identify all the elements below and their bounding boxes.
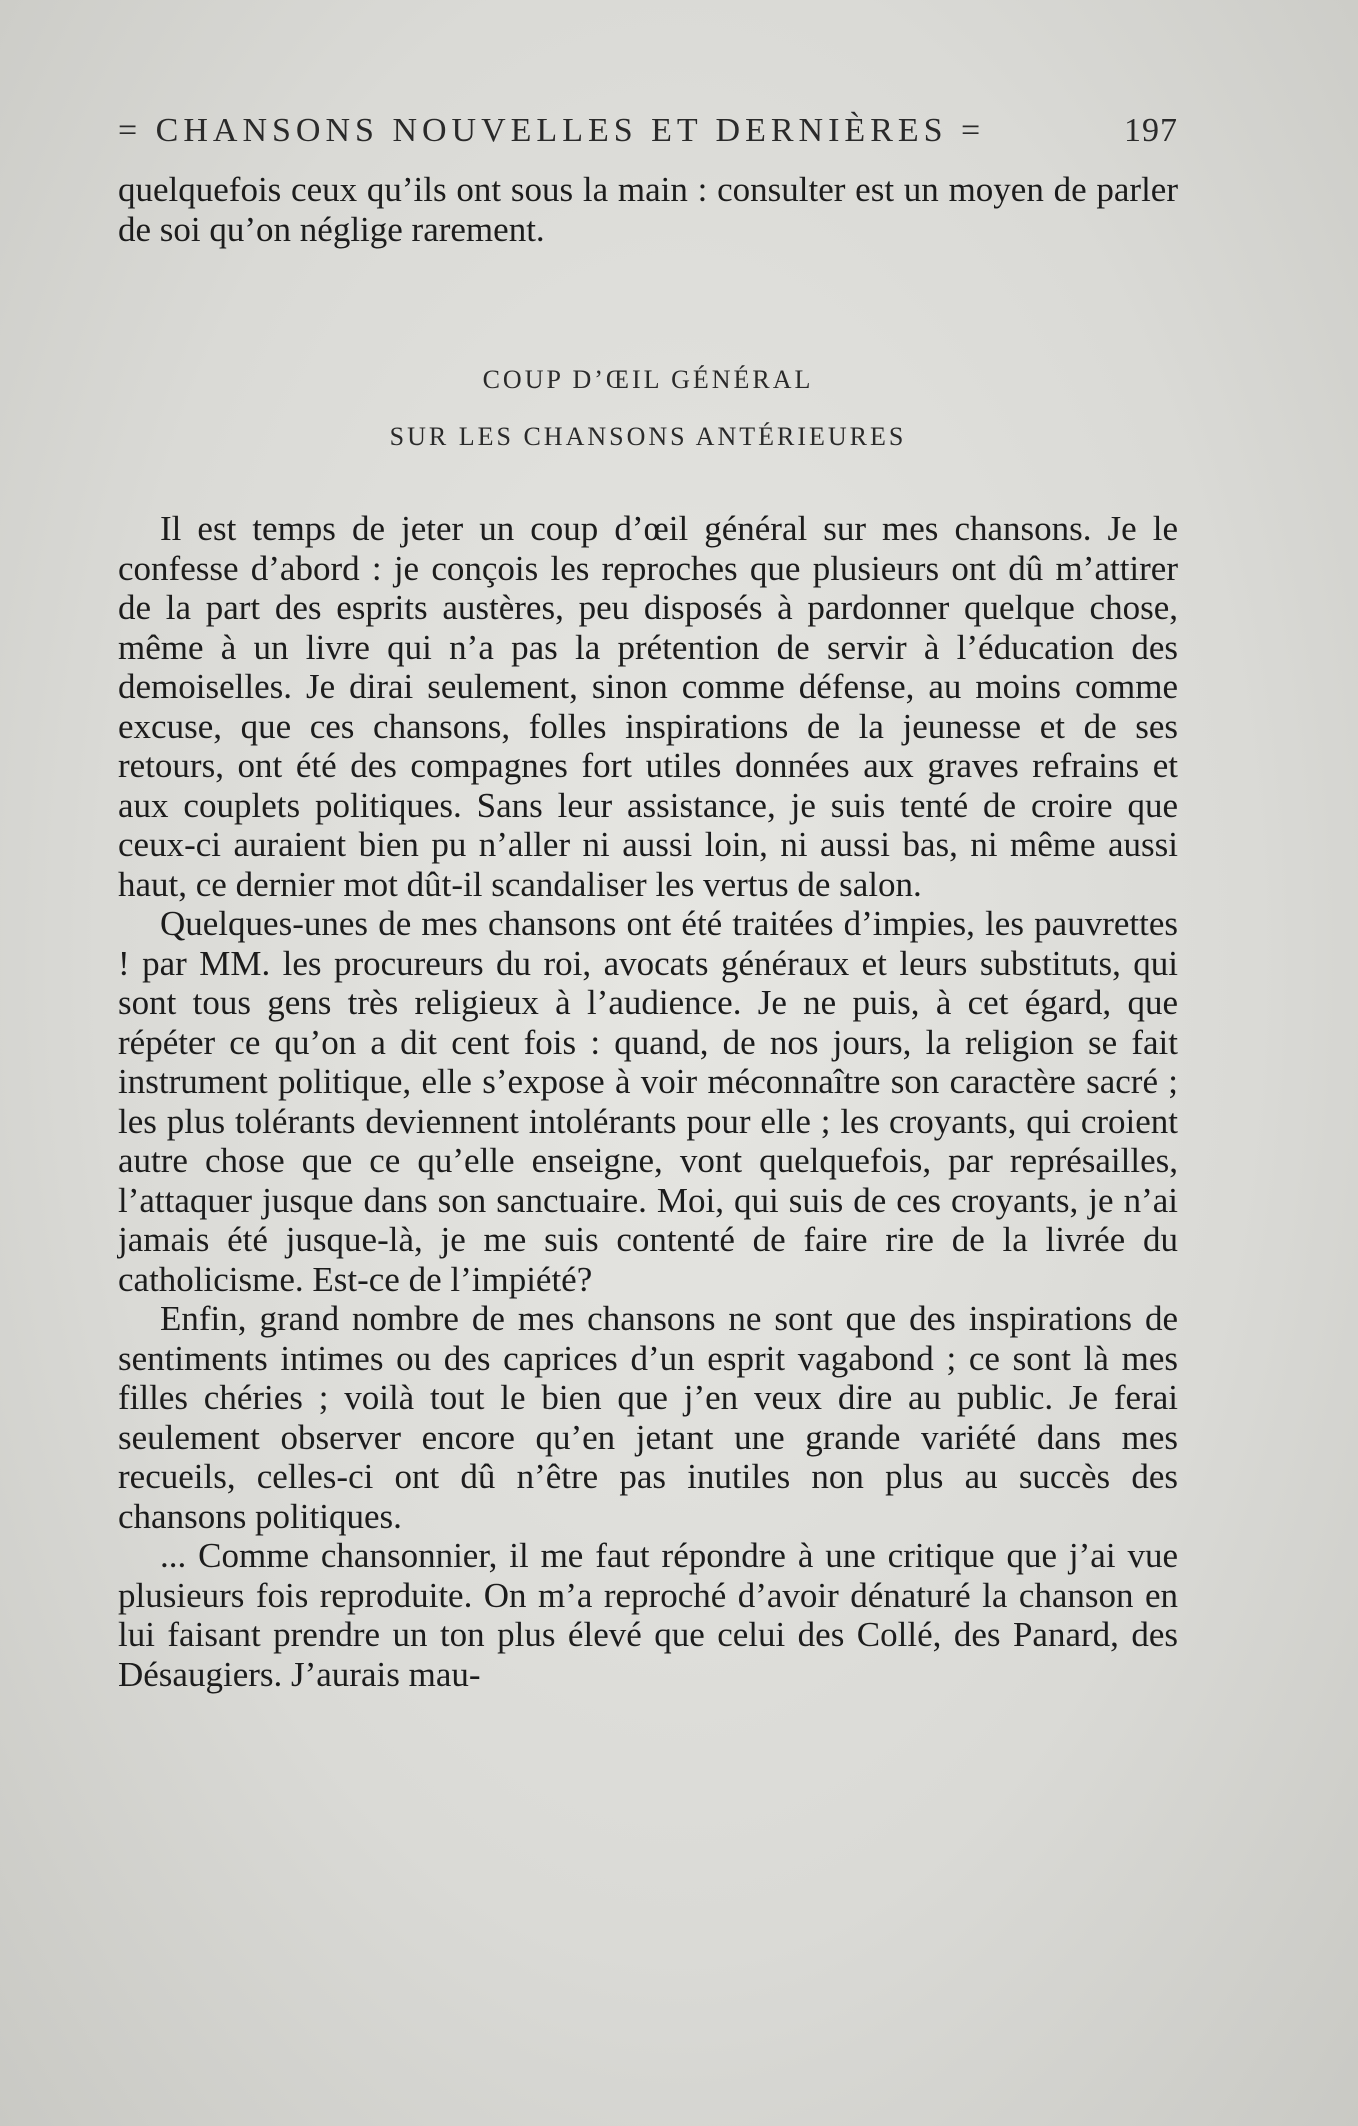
page-number: 197 [1124, 112, 1178, 149]
section-heading-line-2: SUR LES CHANSONS ANTÉRIEURES [389, 422, 907, 451]
running-title: = CHANSONS NOUVELLES ET DERNIÈRES = [118, 112, 986, 149]
body-paragraph: Il est temps de jeter un coup d’œil général sur mes chansons. Je le confesse d’abord : je conçois les reproches que plusieurs ont dû m’attirer de la part des esprits austères, peu disposés à pardonner quelque chose, même à un livre qui n’a pas la prétention de servir à l’éducation des demoiselles. Je dirai seulement, sinon comme défense, au moins comme excuse, que ces chansons, folles inspirations de la jeunesse et de ses retours, ont été des compagnes fort utiles données aux graves refrains et aux couplets politiques. Sans leur assistance, je suis tenté de croire que ceux-ci auraient bien pu n’aller ni aussi loin, ni aussi bas, ni même aussi haut, ce dernier mot dût-il scandaliser les vertus de salon. [118, 509, 1178, 904]
running-header [118, 112, 1178, 162]
book-page [118, 112, 1178, 1694]
intro-paragraph: quelquefois ceux qu’ils ont sous la main : consulter est un moyen de parler de soi qu’on néglige rarement. [118, 170, 1178, 249]
body-paragraph: ... Comme chansonnier, il me faut répondre à une critique que j’ai vue plusieurs fois reproduite. On m’a reproché d’avoir dénaturé la chanson en lui faisant prendre un ton plus élevé que celui des Collé, des Panard, des Désaugiers. J’aurais mau- [118, 1536, 1178, 1694]
body-paragraph: Quelques-unes de mes chansons ont été traitées d’impies, les pauvrettes ! par MM. les procureurs du roi, avocats généraux et leurs substituts, qui sont tous gens très religieux à l’audience. Je ne puis, à cet égard, que répéter ce qu’on a dit cent fois : quand, de nos jours, la religion se fait instrument politique, elle s’expose à voir méconnaître son caractère sacré ; les plus tolérants deviennent intolérants pour elle ; les croyants, qui croient autre chose que ce qu’elle enseigne, vont quelquefois, par représailles, l’attaquer jusque dans son sanctuaire. Moi, qui suis de ces croyants, je n’ai jamais été jusque-là, je me suis contenté de faire rire de la livrée du catholicisme. Est-ce de l’impiété? [118, 904, 1178, 1299]
body-paragraph: Enfin, grand nombre de mes chansons ne sont que des inspirations de sentiments intimes ou des caprices d’un esprit vagabond ; ce sont là mes filles chéries ; voilà tout le bien que j’en veux dire au public. Je ferai seulement observer encore qu’en jetant une grande variété dans mes recueils, celles-ci ont dû n’être pas inutiles non plus au succès des chansons politiques. [118, 1299, 1178, 1536]
section-heading-line-1: COUP D’ŒIL GÉNÉRAL [482, 365, 814, 394]
